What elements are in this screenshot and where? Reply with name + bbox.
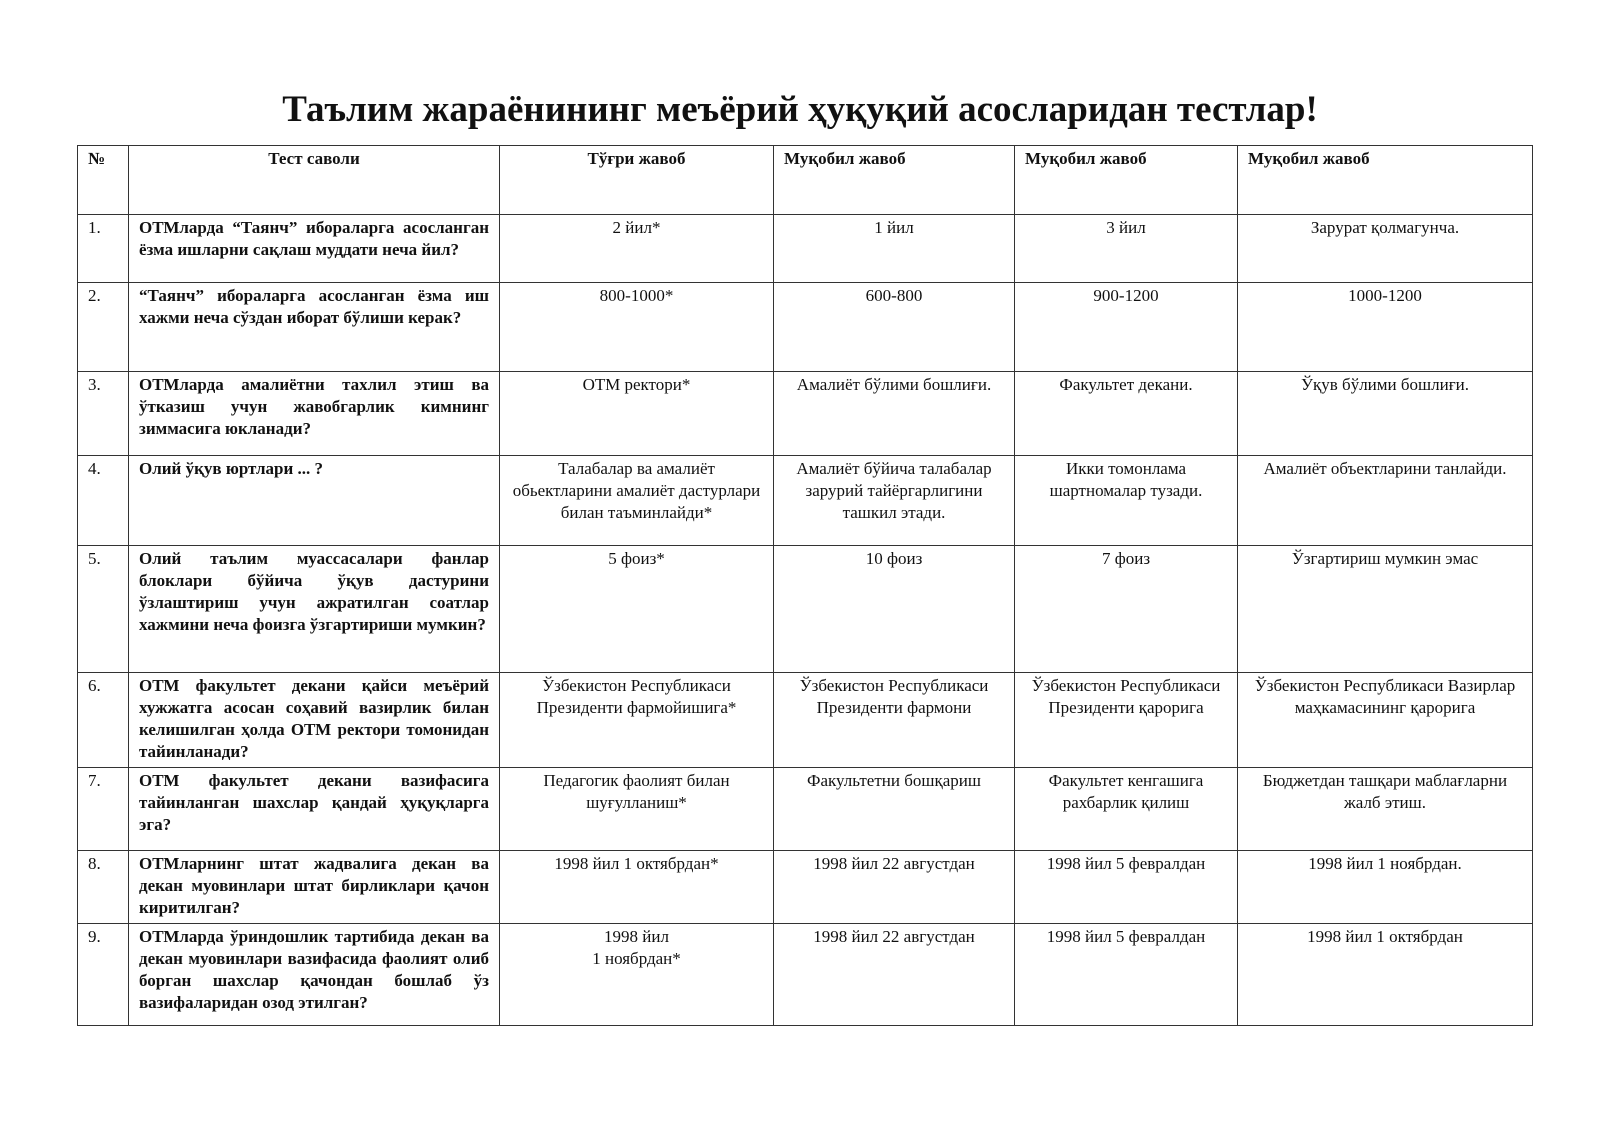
alternative-answer-2-cell: 1998 йил 5 февралдан <box>1015 924 1238 1026</box>
table-row <box>78 456 1533 546</box>
correct-answer-cell: 2 йил* <box>500 215 774 283</box>
correct-answer-cell: 1998 йил 1 октябрдан* <box>500 851 774 924</box>
test-table <box>77 145 1533 1026</box>
header-alternative-answer-1: Муқобил жавоб <box>774 146 1015 215</box>
alternative-answer-3-cell: Ўзгартириш мумкин эмас <box>1238 546 1533 673</box>
alternative-answer-1-cell: 1 йил <box>774 215 1015 283</box>
header-correct-answer: Тўғри жавоб <box>500 146 774 215</box>
correct-answer-cell: 1998 йил 1 ноябрдан* <box>500 924 774 1026</box>
alternative-answer-1-cell: 600-800 <box>774 283 1015 372</box>
alternative-answer-3-cell: Амалиёт объектларини танлайди. <box>1238 456 1533 546</box>
header-alternative-answer-3: Муқобил жавоб <box>1238 146 1533 215</box>
alternative-answer-3-cell: 1998 йил 1 ноябрдан. <box>1238 851 1533 924</box>
row-number: 2. <box>78 283 129 372</box>
alternative-answer-3-cell: Бюджетдан ташқари маблағларни жалб этиш. <box>1238 768 1533 851</box>
table-row <box>78 215 1533 283</box>
alternative-answer-1-cell: 1998 йил 22 августдан <box>774 924 1015 1026</box>
table-row <box>78 283 1533 372</box>
row-number: 9. <box>78 924 129 1026</box>
row-number: 6. <box>78 673 129 768</box>
alternative-answer-1-cell: Факультетни бошқариш <box>774 768 1015 851</box>
alternative-answer-1-cell: 10 фоиз <box>774 546 1015 673</box>
alternative-answer-3-cell: Ўзбекистон Республикаси Вазирлар маҳкамасининг қарорига <box>1238 673 1533 768</box>
correct-answer-cell: Талабалар ва амалиёт обьектларини амалиёт дастурлари билан таъминлайди* <box>500 456 774 546</box>
question-cell: ОТМларнинг штат жадвалига декан ва декан муовинлари штат бирликлари қачон киритилган? <box>129 851 500 924</box>
question-cell: ОТМларда “Таянч” ибораларга асосланган ёзма ишларни сақлаш муддати неча йил? <box>129 215 500 283</box>
alternative-answer-2-cell: Икки томонлама шартномалар тузади. <box>1015 456 1238 546</box>
correct-answer-cell: 800-1000* <box>500 283 774 372</box>
alternative-answer-2-cell: Факультет декани. <box>1015 372 1238 456</box>
question-cell: ОТМ факультет декани қайси меъёрий хужжатга асосан соҳавий вазирлик билан келишилган ҳолда ОТМ ректори томонидан тайинланади? <box>129 673 500 768</box>
table-row <box>78 924 1533 1026</box>
row-number: 5. <box>78 546 129 673</box>
alternative-answer-1-cell: Амалиёт бўйича талабалар зарурий тайёргарлигини ташкил этади. <box>774 456 1015 546</box>
question-cell: “Таянч” ибораларга асосланган ёзма иш хажми неча сўздан иборат бўлиши керак? <box>129 283 500 372</box>
question-cell: Олий ўқув юртлари ... ? <box>129 456 500 546</box>
row-number: 3. <box>78 372 129 456</box>
question-cell: ОТМларда амалиётни тахлил этиш ва ўтказиш учун жавобгарлик кимнинг зиммасига юкланади? <box>129 372 500 456</box>
correct-answer-cell: ОТМ ректори* <box>500 372 774 456</box>
table-row <box>78 372 1533 456</box>
table-row <box>78 851 1533 924</box>
alternative-answer-1-cell: Амалиёт бўлими бошлиғи. <box>774 372 1015 456</box>
alternative-answer-1-cell: 1998 йил 22 августдан <box>774 851 1015 924</box>
alternative-answer-3-cell: 1000-1200 <box>1238 283 1533 372</box>
correct-answer-cell: Ўзбекистон Республикаси Президенти фармойишига* <box>500 673 774 768</box>
alternative-answer-2-cell: 900-1200 <box>1015 283 1238 372</box>
header-number: № <box>78 146 129 215</box>
question-cell: ОТМ факультет декани вазифасига тайинланган шахслар қандай ҳуқуқларга эга? <box>129 768 500 851</box>
correct-answer-cell: 5 фоиз* <box>500 546 774 673</box>
header-alternative-answer-2: Муқобил жавоб <box>1015 146 1238 215</box>
row-number: 4. <box>78 456 129 546</box>
table-row <box>78 673 1533 768</box>
alternative-answer-2-cell: 1998 йил 5 февралдан <box>1015 851 1238 924</box>
table-row <box>78 768 1533 851</box>
question-cell: ОТМларда ўриндошлик тартибида декан ва декан муовинлари вазифасида фаолият олиб борган шахслар қачондан бошлаб ўз вазифаларидан озод этилган? <box>129 924 500 1026</box>
header-row <box>78 146 1533 215</box>
alternative-answer-1-cell: Ўзбекистон Республикаси Президенти фармони <box>774 673 1015 768</box>
alternative-answer-3-cell: Зарурат қолмагунча. <box>1238 215 1533 283</box>
header-question: Тест саволи <box>129 146 500 215</box>
alternative-answer-2-cell: 7 фоиз <box>1015 546 1238 673</box>
alternative-answer-2-cell: Факультет кенгашига рахбарлик қилиш <box>1015 768 1238 851</box>
alternative-answer-3-cell: Ўқув бўлими бошлиғи. <box>1238 372 1533 456</box>
row-number: 8. <box>78 851 129 924</box>
table-row <box>78 546 1533 673</box>
row-number: 7. <box>78 768 129 851</box>
alternative-answer-2-cell: 3 йил <box>1015 215 1238 283</box>
alternative-answer-3-cell: 1998 йил 1 октябрдан <box>1238 924 1533 1026</box>
question-cell: Олий таълим муассасалари фанлар блоклари бўйича ўқув дастурини ўзлаштириш учун ажратилган соатлар хажмини неча фоизга ўзгартириши мумкин? <box>129 546 500 673</box>
page-title: Таълим жараёнининг меъёрий ҳуқуқий асосларидан тестлар! <box>282 89 1318 130</box>
row-number: 1. <box>78 215 129 283</box>
correct-answer-cell: Педагогик фаолият билан шуғулланиш* <box>500 768 774 851</box>
alternative-answer-2-cell: Ўзбекистон Республикаси Президенти қарорига <box>1015 673 1238 768</box>
